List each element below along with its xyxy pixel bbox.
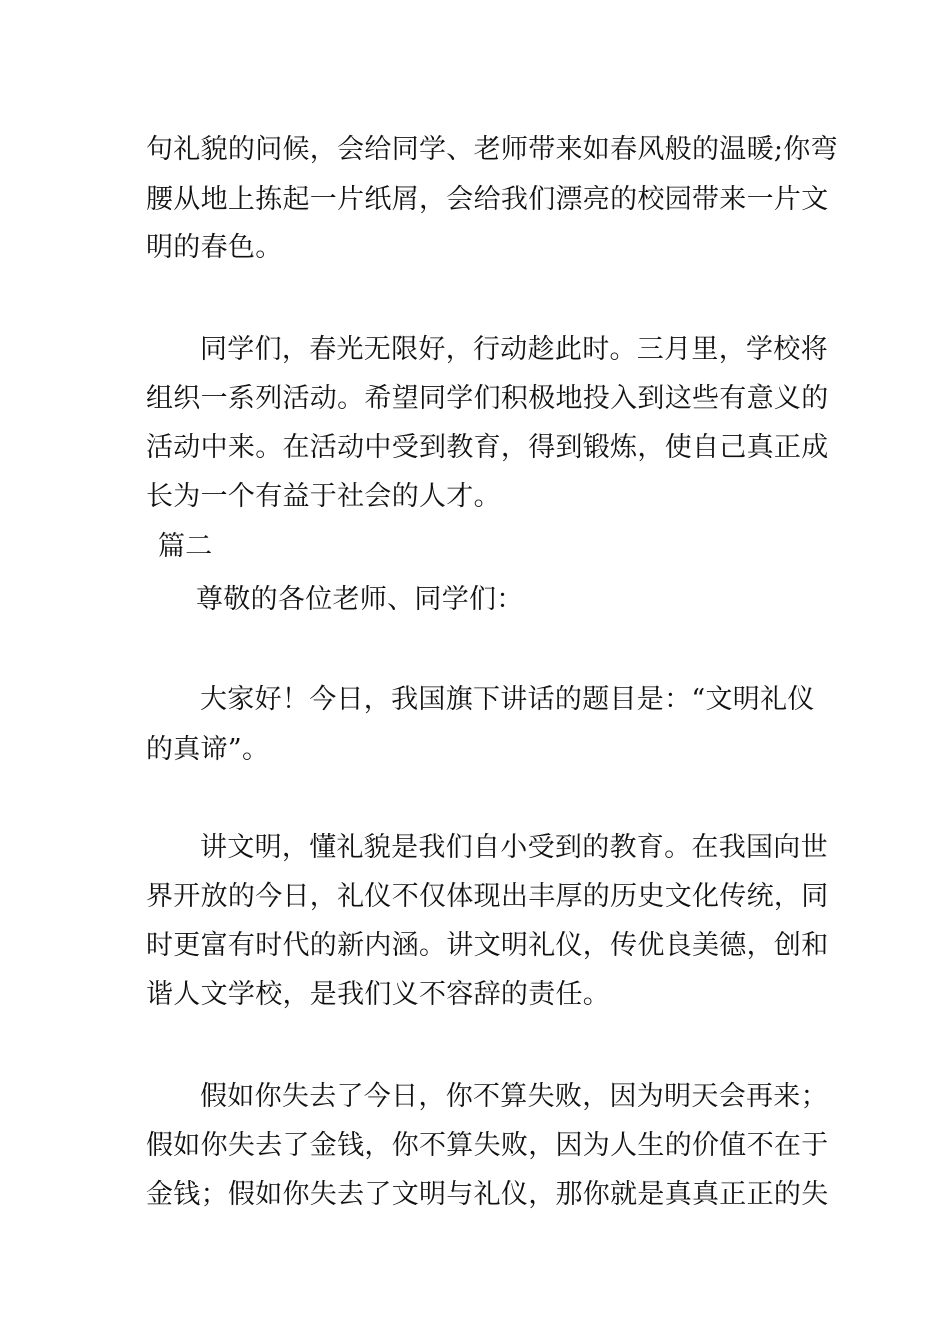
text-line-5: 组织一系列活动。希望同学们积极地投入到这些有意义的: [146, 383, 829, 414]
text-line-1: 句礼貌的问候，会给同学、老师带来如春风般的温暖;你弯: [146, 134, 838, 165]
text-line-13: 界开放的今日，礼仪不仅体现出丰厚的历史文化传统，同: [146, 881, 829, 912]
text-line-7: 长为一个有益于社会的人才。: [146, 481, 501, 512]
paragraph-start-line: 假如你失去了今日，你不算失败，因为明天会再来；: [200, 1081, 828, 1112]
paragraph-start-line: 讲文明，懂礼貌是我们自小受到的教育。在我国向世: [200, 832, 828, 863]
paragraph-start-line: 大家好！今日，我国旗下讲话的题目是：“文明礼仪: [200, 684, 815, 715]
text-line-14: 时更富有时代的新内涵。讲文明礼仪，传优良美德，创和: [146, 930, 829, 961]
paragraph-start-line: 同学们，春光无限好，行动趁此时。三月里，学校将: [200, 334, 828, 365]
text-line-6: 活动中来。在活动中受到教育，得到锻炼，使自己真正成: [146, 432, 829, 463]
text-line-15: 谐人文学校，是我们义不容辞的责任。: [146, 979, 611, 1010]
text-line-3: 明的春色。: [146, 232, 283, 263]
text-line-17: 假如你失去了金钱，你不算失败，因为人生的价值不在于: [146, 1130, 829, 1161]
text-line-11: 的真谛”。: [146, 734, 270, 765]
text-line-2: 腰从地上拣起一片纸屑，会给我们漂亮的校园带来一片文: [146, 184, 829, 215]
text-line-18: 金钱；假如你失去了文明与礼仪，那你就是真真正正的失: [146, 1179, 829, 1210]
section-heading: 篇二: [158, 531, 213, 562]
salutation: 尊敬的各位老师、同学们：: [196, 584, 524, 615]
